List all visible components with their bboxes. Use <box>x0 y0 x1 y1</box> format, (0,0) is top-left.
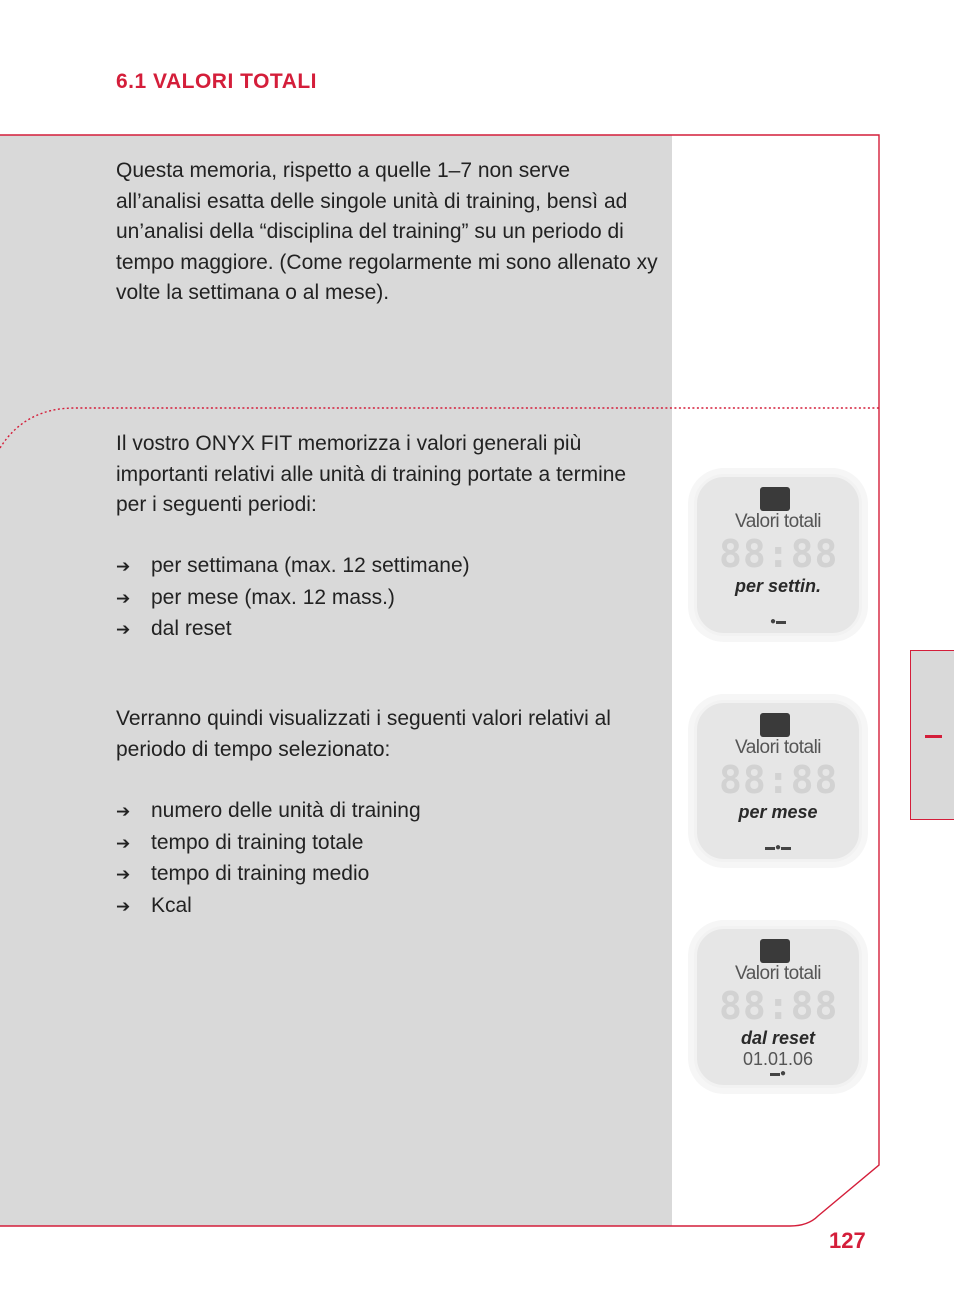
list-item <box>116 859 421 891</box>
watch-title: Valori totali <box>734 963 822 984</box>
periods-list <box>116 551 470 646</box>
list-item-label: per mese (max. 12 mass.) <box>151 585 395 609</box>
watch-display-month <box>694 700 862 862</box>
watch-logo-icon: ▬● <box>769 1068 787 1079</box>
arrow-right-icon: ➔ <box>116 588 131 608</box>
arrow-right-icon: ➔ <box>116 802 131 821</box>
section-heading: 6.1 VALORI TOTALI <box>116 70 318 93</box>
watch-memory-icon <box>760 487 790 511</box>
watch-memory-icon <box>760 713 790 737</box>
watch-title: Valori totali <box>734 737 822 758</box>
list-item-label: Kcal <box>151 893 192 917</box>
list-item-label: numero delle unità di training <box>151 799 421 822</box>
watch-memory-icon <box>760 939 790 963</box>
arrow-right-icon: ➔ <box>116 620 131 639</box>
list-item <box>116 583 470 615</box>
intro-paragraph: Questa memoria, rispetto a quelle 1–7 non serve all’analisi esatta delle singole unità di training, bensì ad un’analisi della “disciplina del training” su un periodo di tempo maggiore. (Come regolarmente mi sono allenato xy volte la settimana o al mese). <box>116 159 658 304</box>
values-paragraph: Verranno quindi visualizzati i seguenti valori relativi al periodo di tempo selezionato: <box>116 707 611 761</box>
list-item-label: tempo di training totale <box>151 830 364 854</box>
arrow-right-icon: ➔ <box>116 896 131 916</box>
watch-mode: per mese <box>738 802 818 822</box>
arrow-right-icon: ➔ <box>116 557 131 576</box>
list-item <box>116 614 470 646</box>
list-item <box>116 551 470 583</box>
watch-display-week <box>694 474 862 636</box>
watch-digits: 88:88 <box>719 532 839 576</box>
list-item <box>116 796 421 828</box>
periods-paragraph: Il vostro ONYX FIT memorizza i valori generali più importanti relativi alle unità di training portate a termine per i seguenti periodi: <box>116 432 627 516</box>
list-item-label: tempo di training medio <box>151 862 370 885</box>
values-list <box>116 796 421 922</box>
watch-display-reset <box>694 926 862 1088</box>
watch-mode: dal reset <box>740 1028 816 1048</box>
list-item <box>116 828 421 860</box>
watch-logo-icon: ●▬ <box>769 616 787 627</box>
chapter-tab-dash <box>925 735 942 738</box>
chapter-tab[interactable] <box>910 650 954 820</box>
watch-digits: 88:88 <box>719 984 839 1028</box>
watch-mode: per settin. <box>734 576 822 596</box>
arrow-right-icon: ➔ <box>116 865 131 884</box>
list-item <box>116 891 421 923</box>
list-item-label: per settimana (max. 12 settimane) <box>151 554 470 577</box>
arrow-right-icon: ➔ <box>116 833 131 853</box>
watch-logo-icon: ▬●▬ <box>764 842 792 853</box>
list-item-label: dal reset <box>151 617 232 640</box>
watch-date: 01.01.06 <box>742 1049 814 1069</box>
page-number: 127 <box>829 1228 866 1253</box>
watch-title: Valori totali <box>734 511 822 532</box>
watch-digits: 88:88 <box>719 758 839 802</box>
